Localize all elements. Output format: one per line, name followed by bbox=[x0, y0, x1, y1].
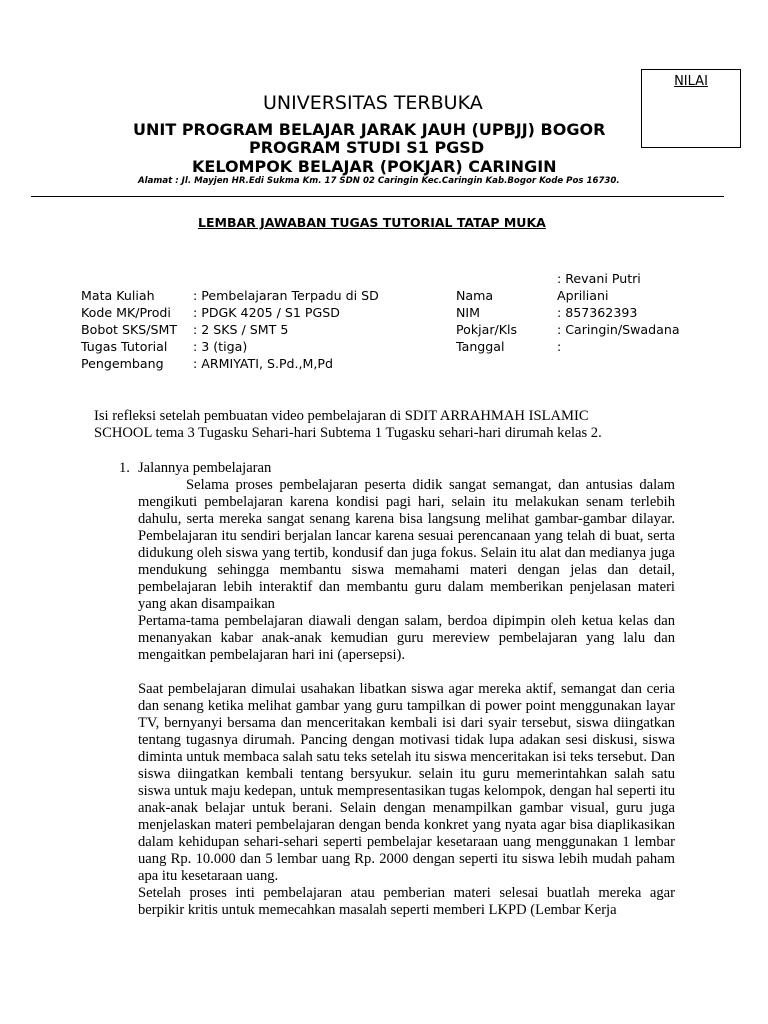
info-label: Kode MK/Prodi bbox=[81, 305, 171, 320]
intro-text bbox=[94, 408, 694, 442]
section-title: Jalannya pembelajaran bbox=[138, 460, 272, 476]
info-label: Pengembang bbox=[81, 356, 164, 371]
intro-line: Isi refleksi setelah pembuatan video pembelajaran di SDIT ARRAHMAH ISLAMIC bbox=[94, 408, 589, 424]
info-label: Nama bbox=[456, 288, 494, 303]
address-line: Alamat : Jl. Mayjen HR.Edi Sukma Km. 17 SDN 02 Caringin Kec.Caringin Kab.Bogor Kode Pos 16730. bbox=[138, 176, 620, 186]
info-value: : PDGK 4205 / S1 PGSD bbox=[193, 305, 340, 320]
form-title: LEMBAR JAWABAN TUGAS TUTORIAL TATAP MUKA bbox=[198, 215, 546, 230]
info-value: : 2 SKS / SMT 5 bbox=[193, 322, 289, 337]
intro-line: SCHOOL tema 3 Tugasku Sehari-hari Subtema 1 Tugasku sehari-hari dirumah kelas 2. bbox=[94, 425, 602, 441]
info-left-values bbox=[193, 287, 379, 372]
info-label: Pokjar/Kls bbox=[456, 322, 518, 337]
unit-title: UNIT PROGRAM BELAJAR JARAK JAUH (UPBJJ) BOGOR bbox=[133, 120, 606, 139]
student-name-line2: Apriliani bbox=[557, 288, 609, 303]
info-label: Mata Kuliah bbox=[81, 288, 155, 303]
info-label: Bobot SKS/SMT bbox=[81, 322, 178, 337]
info-left-labels bbox=[81, 287, 177, 372]
info-value: : 3 (tiga) bbox=[193, 339, 248, 354]
info-label: Tanggal bbox=[456, 339, 505, 354]
program-title: PROGRAM STUDI S1 PGSD bbox=[249, 138, 485, 157]
info-label: Tugas Tutorial bbox=[81, 339, 168, 354]
header-divider bbox=[31, 196, 724, 197]
info-right-values bbox=[557, 270, 680, 355]
nilai-label: NILAI bbox=[674, 74, 708, 89]
university-title: UNIVERSITAS TERBUKA bbox=[263, 92, 483, 114]
info-value: : Caringin/Swadana bbox=[557, 322, 680, 337]
list-number: 1. bbox=[119, 460, 130, 476]
info-right-labels bbox=[456, 287, 517, 355]
paragraph: Saat pembelajaran dimulai usahakan libatkan siswa agar mereka aktif, semangat dan ceria dan senang ketika melihat gambar yang guru tampilkan di power point menggunakan layar TV, bernyanyi bersama dan menceritakan kembali isi dari syair tersebut, siswa diingatkan tentang tugasnya dirumah. Pancing dengan motivasi tidak lupa adakan sesi diskusi, siswa diminta untuk membaca salah satu teks setelah itu siswa menceritakan isi teks tersebut. Dan siswa diingatkan kembali tentang bersyukur. selain itu guru memerintahkan salah satu siswa untuk maju kedepan, untuk mempresentasikan tugas kelompok, dengan hal seperti itu anak-anak belajar untuk berani. Selain dengan menampilkan gambar visual, guru juga menjelaskan materi pembelajaran dengan benda konkret yang nyata agar bisa diaplikasikan dalam kehidupan sehari-sehari seperti pembelajar kesetaraan uang menggunakan 1 lembar uang Rp. 10.000 dan 5 lembar uang Rp. 2000 dengan seperti itu siswa lebih mudah paham apa itu kesetaraan uang. bbox=[138, 681, 675, 884]
info-value: : bbox=[557, 339, 562, 354]
info-label: NIM bbox=[456, 305, 481, 320]
info-value: : 857362393 bbox=[557, 305, 638, 320]
info-value: : ARMIYATI, S.Pd.,M,Pd bbox=[193, 356, 334, 371]
paragraph: Selama proses pembelajaran peserta didik sangat semangat, dan antusias dalam mengikuti pembelajaran karena kondisi pagi hari, selain itu melakukan senam terlebih dahulu, serta mereka sangat senang karena bisa langsung melihat gambar-gambar dilayar. Pembelajaran itu sendiri berjalan lancar karena sesuai perencanaan yang telah di buat, serta didukung oleh siswa yang tertib, kondusif dan juga fokus. Selain itu alat dan medianya juga mendukung sehingga membantu siswa memahami materi dengan jelas dan detail, pembelajaran lebih interaktif dan membantu guru dalam memberikan penjelasan materi yang akan disampaikan bbox=[138, 477, 675, 612]
section-body bbox=[138, 477, 675, 919]
info-value: : Pembelajaran Terpadu di SD bbox=[193, 288, 379, 303]
pokjar-title: KELOMPOK BELAJAR (POKJAR) CARINGIN bbox=[192, 157, 557, 176]
paragraph: Pertama-tama pembelajaran diawali dengan salam, berdoa dipimpin oleh ketua kelas dan menanyakan kabar anak-anak kemudian guru mereview pembelajaran yang lalu dan mengaitkan pembelajaran hari ini (apersepsi). bbox=[138, 613, 675, 663]
paragraph: Setelah proses inti pembelajaran atau pemberian materi selesai buatlah mereka agar berpikir kritis untuk memecahkan masalah seperti memberi LKPD (Lembar Kerja bbox=[138, 885, 675, 918]
student-name-line1: : Revani Putri bbox=[557, 271, 641, 286]
